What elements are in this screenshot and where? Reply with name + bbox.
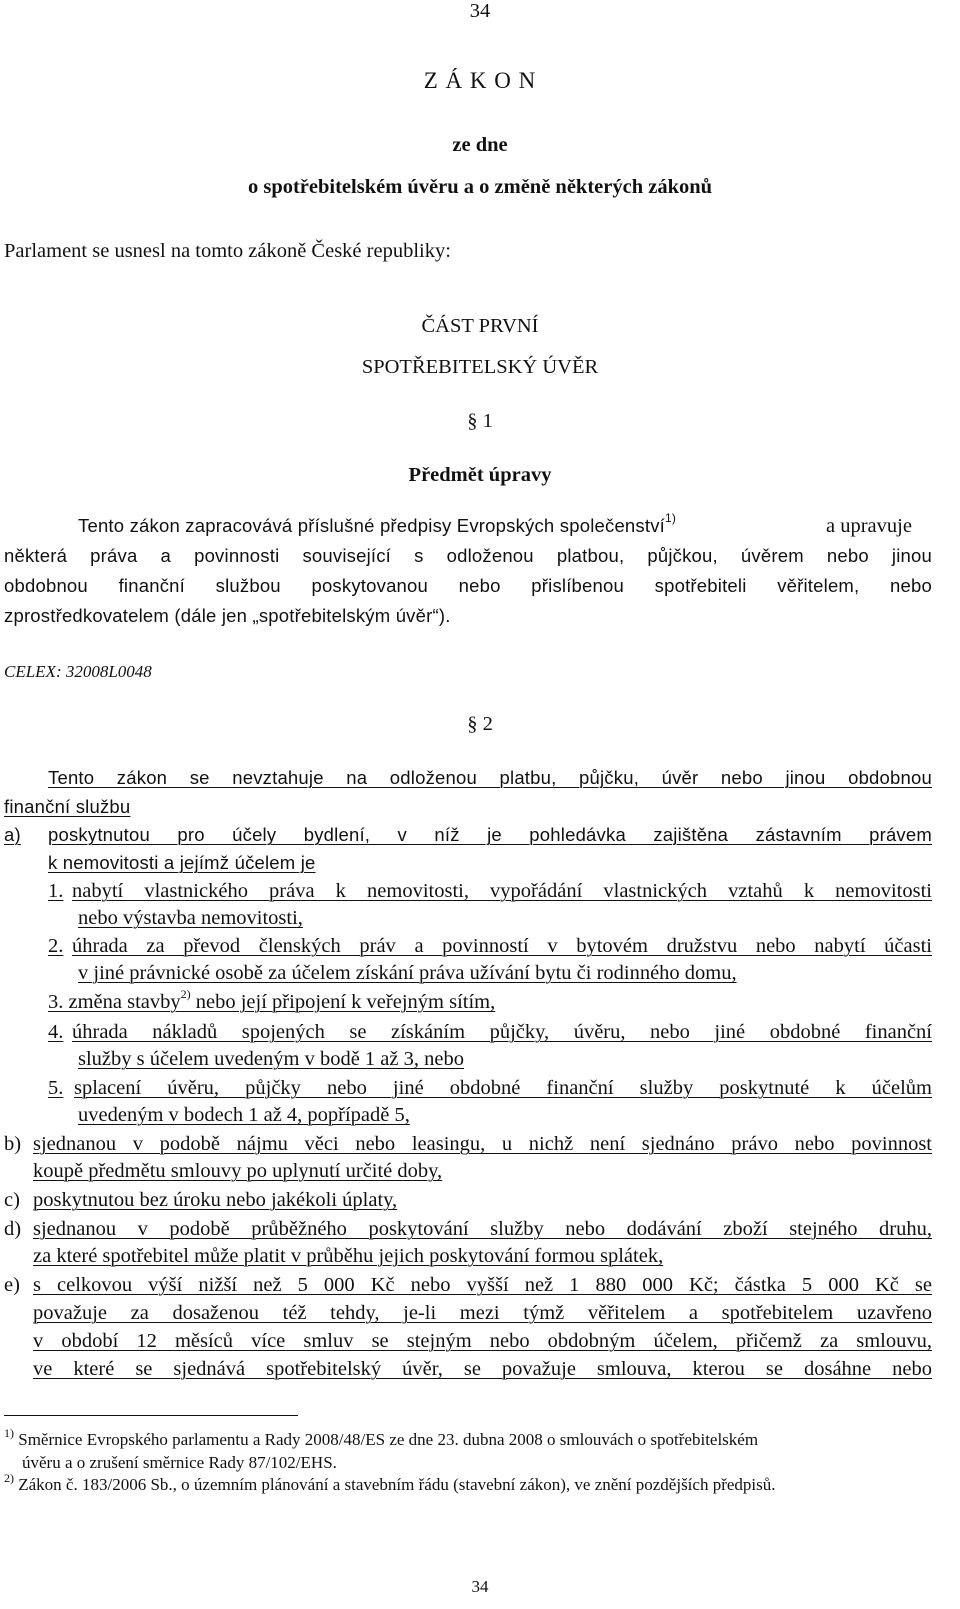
item-d-line-1: sjednanou v podobě průběžného poskytování služby nebo dodávání zboží stejného druhu, <box>33 1218 932 1240</box>
footnote-1: $^{1)}$ Směrnice Evropského parlamentu a Rady 2008/48/ES ze dne 23. dubna 2008 o smlouvách o spotřebitelském <box>4 1426 759 1449</box>
item-e-label: e) <box>4 1274 20 1296</box>
subitem-5-label: 5. <box>48 1077 64 1099</box>
footnote-2: $^{2)}$ Zákon č. 183/2006 Sb., o územním plánování a stavebním řádu (stavební zákon), ve znění pozdějších předpisů. <box>4 1471 776 1494</box>
subitem-1-line-1: nabytí vlastnického práva k nemovitosti, vypořádání vlastnických vztahů k nemovitosti <box>72 880 932 902</box>
footnote-1-mark: 1) <box>4 1426 14 1440</box>
item-e-line-1: s celkovou výší nižší než 5 000 Kč nebo vyšší než 1 880 000 Kč; částka 5 000 Kč se <box>33 1274 932 1296</box>
subitem-1-line-2: nebo výstavba nemovitosti, <box>78 907 303 929</box>
section-1-line-2: některá práva a povinnosti související s odloženou platbou, půjčkou, úvěrem nebo jinou <box>4 545 932 566</box>
section-1-line-4: zprostředkovatelem (dále jen „spotřebitelským úvěr“). <box>4 605 451 626</box>
section-1-line-1-tail: a upravuje <box>826 515 912 537</box>
celex-reference: CELEX: 32008L0048 <box>4 662 152 681</box>
item-b-line-1: sjednanou v podobě nájmu věci nebo leasingu, u nichž není sjednáno právo nebo povinnost <box>33 1133 932 1155</box>
item-e-line-4: ve které se sjednává spotřebitelský úvěr, se považuje smlouva, kterou se dosáhne nebo <box>33 1358 932 1380</box>
law-title: Z Á K O N <box>423 68 537 93</box>
part-number: ČÁST PRVNÍ <box>421 315 539 337</box>
subitem-2-line-2: v jiné právnické osobě za účelem získání práva užívání bytu či rodinného domu, <box>78 962 737 984</box>
subitem-2-line-1: úhrada za převod členských práv a povinností v bytovém družstvu nebo nabytí účasti <box>72 935 932 957</box>
subitem-3-label: 3. <box>48 991 64 1013</box>
item-a-label: a) <box>4 824 21 845</box>
item-a-line-2: k nemovitosti a jejímž účelem je <box>48 852 316 873</box>
section-2-intro-line-1: Tento zákon se nevztahuje na odloženou platbu, půjčku, úvěr nebo jinou obdobnou <box>48 767 932 788</box>
footnote-1-line-2: úvěru a o zrušení směrnice Rady 87/102/EHS. <box>22 1453 337 1472</box>
subitem-1-label: 1. <box>48 880 64 902</box>
preamble: Parlament se usnesl na tomto zákoně České republiky: <box>4 240 451 262</box>
page-number-bottom: 34 <box>471 1577 489 1596</box>
footnote-ref-2[interactable]: 2) <box>180 987 191 1001</box>
footnote-ref-1[interactable]: 1) <box>665 511 677 525</box>
subitem-3: 3. změna stavby$^{2)}$ nebo její připojení k veřejným sítím, <box>48 987 496 1013</box>
subitem-5-line-1: splacení úvěru, půjčky nebo jiné obdobné finanční služby poskytnuté k účelům <box>74 1077 932 1099</box>
item-b-line-2: koupě předmětu smlouvy po uplynutí určité doby, <box>33 1160 443 1182</box>
part-name: SPOTŘEBITELSKÝ ÚVĚR <box>361 356 599 378</box>
section-2-intro-line-2: finanční službu <box>4 796 131 817</box>
section-1-number: § 1 <box>467 410 493 432</box>
item-c-label: c) <box>4 1189 20 1211</box>
section-2-number: § 2 <box>467 713 493 735</box>
item-d-label: d) <box>4 1218 22 1240</box>
section-1-title: Předmět úpravy <box>408 464 552 486</box>
footnote-2-mark: 2) <box>4 1471 14 1485</box>
subitem-5-line-2: uvedeným v bodech 1 až 4, popřípadě 5, <box>78 1104 410 1126</box>
item-b-label: b) <box>4 1133 22 1155</box>
subitem-4-label: 4. <box>48 1021 64 1043</box>
item-e-line-3: v období 12 měsíců více smluv se stejným nebo obdobným účelem, přičemž za smlouvu, <box>33 1330 932 1352</box>
subitem-2-label: 2. <box>48 935 64 957</box>
date-line: ze dne <box>452 134 508 156</box>
subitem-4-line-1: úhrada nákladů spojených se získáním půjčky, úvěru, nebo jiné obdobné finanční <box>72 1021 932 1043</box>
item-d-line-2: za které spotřebitel může platit v průběhu jejich poskytování formou splátek, <box>33 1245 664 1267</box>
subitem-4-line-2: služby s účelem uvedeným v bodě 1 až 3, nebo <box>78 1048 464 1070</box>
law-subject: o spotřebitelském úvěru a o změně některých zákonů <box>247 176 713 198</box>
item-c-line-1: poskytnutou bez úroku nebo jakékoli úplaty, <box>33 1189 398 1211</box>
item-a-line-1: poskytnutou pro účely bydlení, v níž je pohledávka zajištěna zástavním právem <box>48 824 932 845</box>
item-e-line-2: považuje za dosaženou též tehdy, je-li mezi týmž věřitelem a spotřebitelem uzavřeno <box>33 1302 932 1324</box>
section-1-line-1: Tento zákon zapracovává příslušné předpisy Evropských společenství$^{1)}$ <box>78 511 677 536</box>
section-1-line-3: obdobnou finanční službou poskytovanou nebo přislíbenou spotřebiteli věřitelem, nebo <box>4 575 932 596</box>
page-number-top: 34 <box>469 0 491 22</box>
footnote-separator <box>4 1415 298 1416</box>
